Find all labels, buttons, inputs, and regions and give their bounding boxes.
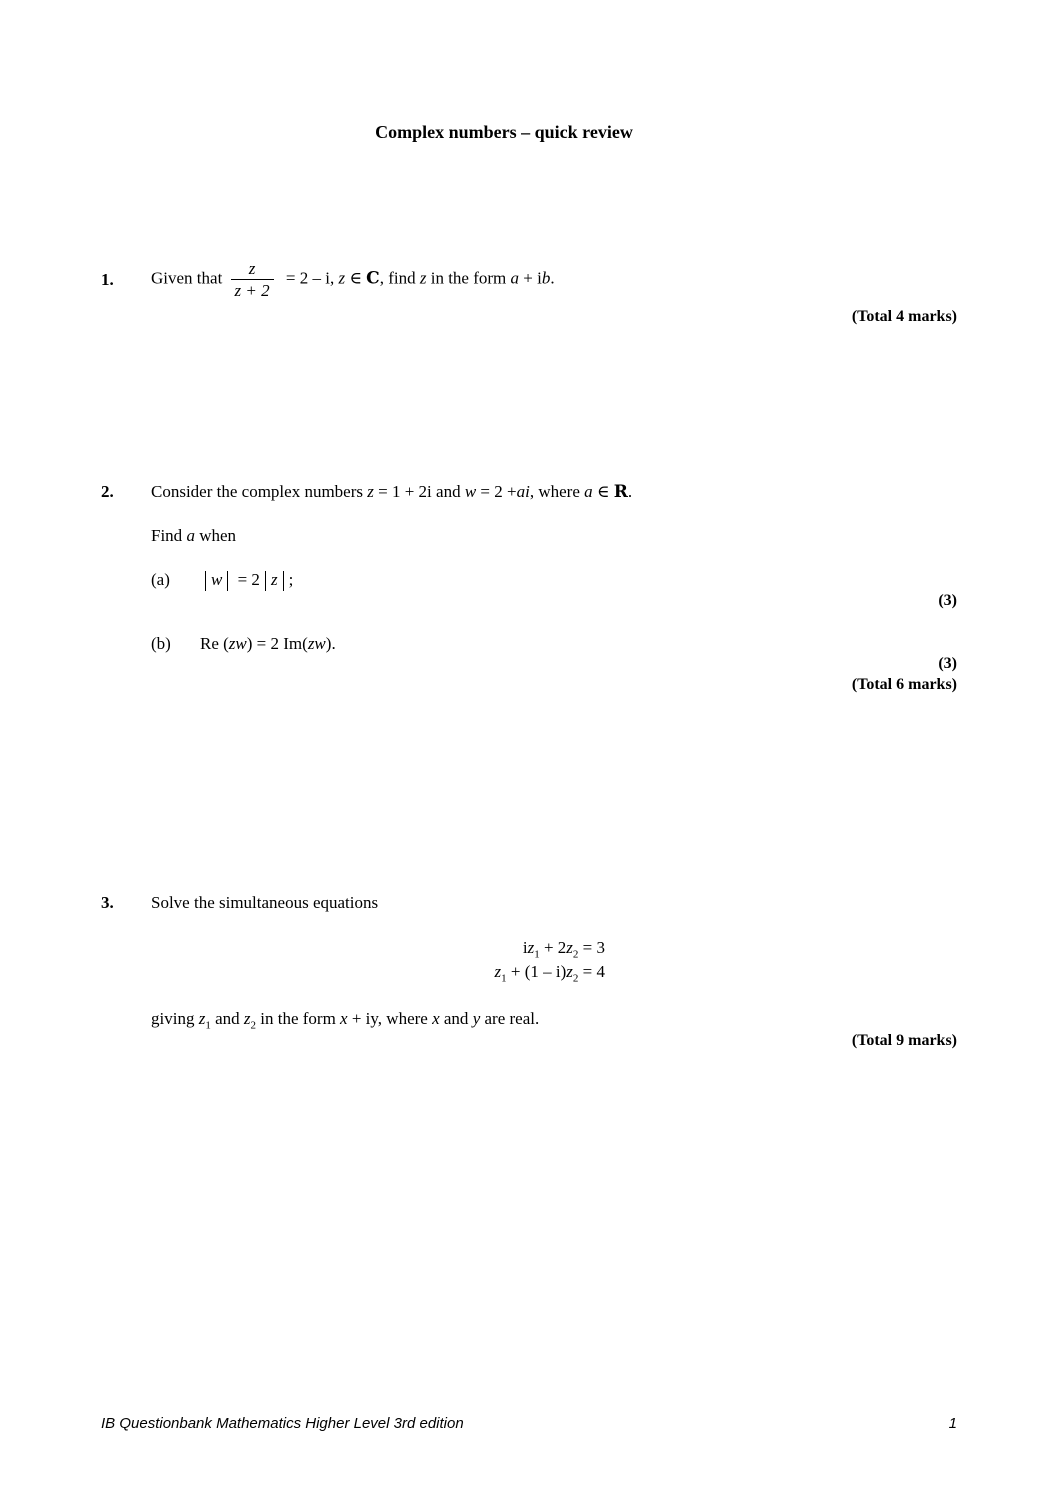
question-3-marks: (Total 9 marks) [851, 1032, 957, 1049]
part-a-label: (a) [151, 570, 170, 589]
part-b-label: (b) [151, 634, 171, 653]
part-b-marks: (3) [938, 655, 957, 672]
question-3-text: Solve the simultaneous equations [151, 893, 379, 912]
abs-bar [265, 571, 266, 591]
part-b-text: Re (zw) = 2 Im(zw). [200, 634, 336, 653]
equation-1: $iz_1 + 2z_2 = 3$ [522, 938, 605, 961]
question-2-find: Find a when [151, 526, 237, 545]
page-number: 1 [948, 1415, 957, 1432]
page-title: Complex numbers – quick review [375, 122, 633, 142]
question-3-giving: giving $z_1$ and $z_2$ in the form x + iy, where x and y are real. [151, 1009, 540, 1032]
question-3-number: 3. [101, 893, 114, 912]
part-a-marks: (3) [938, 592, 957, 609]
abs-bar [283, 571, 284, 591]
question-1-marks: (Total 4 marks) [851, 308, 957, 325]
question-1-number: 1. [101, 270, 114, 289]
fraction: $\frac{z}{z + 2}$ [231, 258, 274, 302]
abs-bar [227, 571, 228, 591]
question-2-number: 2. [101, 482, 114, 501]
question-2-marks: (Total 6 marks) [851, 676, 957, 693]
part-a-text: w = 2 z ; [200, 570, 293, 591]
question-2-text: Consider the complex numbers z = 1 + 2i and w = 2 +ai, where a ∈ R. [151, 482, 633, 502]
footer-source: IB Questionbank Mathematics Higher Level 3rd edition [101, 1415, 464, 1432]
question-1-text: Given that $\frac{z}{z + 2}$ = 2 – i, z ∈ C, find z in the form a + ib. [151, 259, 555, 301]
abs-bar [205, 571, 206, 591]
equation-2: $z_1 + (1 - i)z_2 = 4$ [494, 962, 605, 985]
